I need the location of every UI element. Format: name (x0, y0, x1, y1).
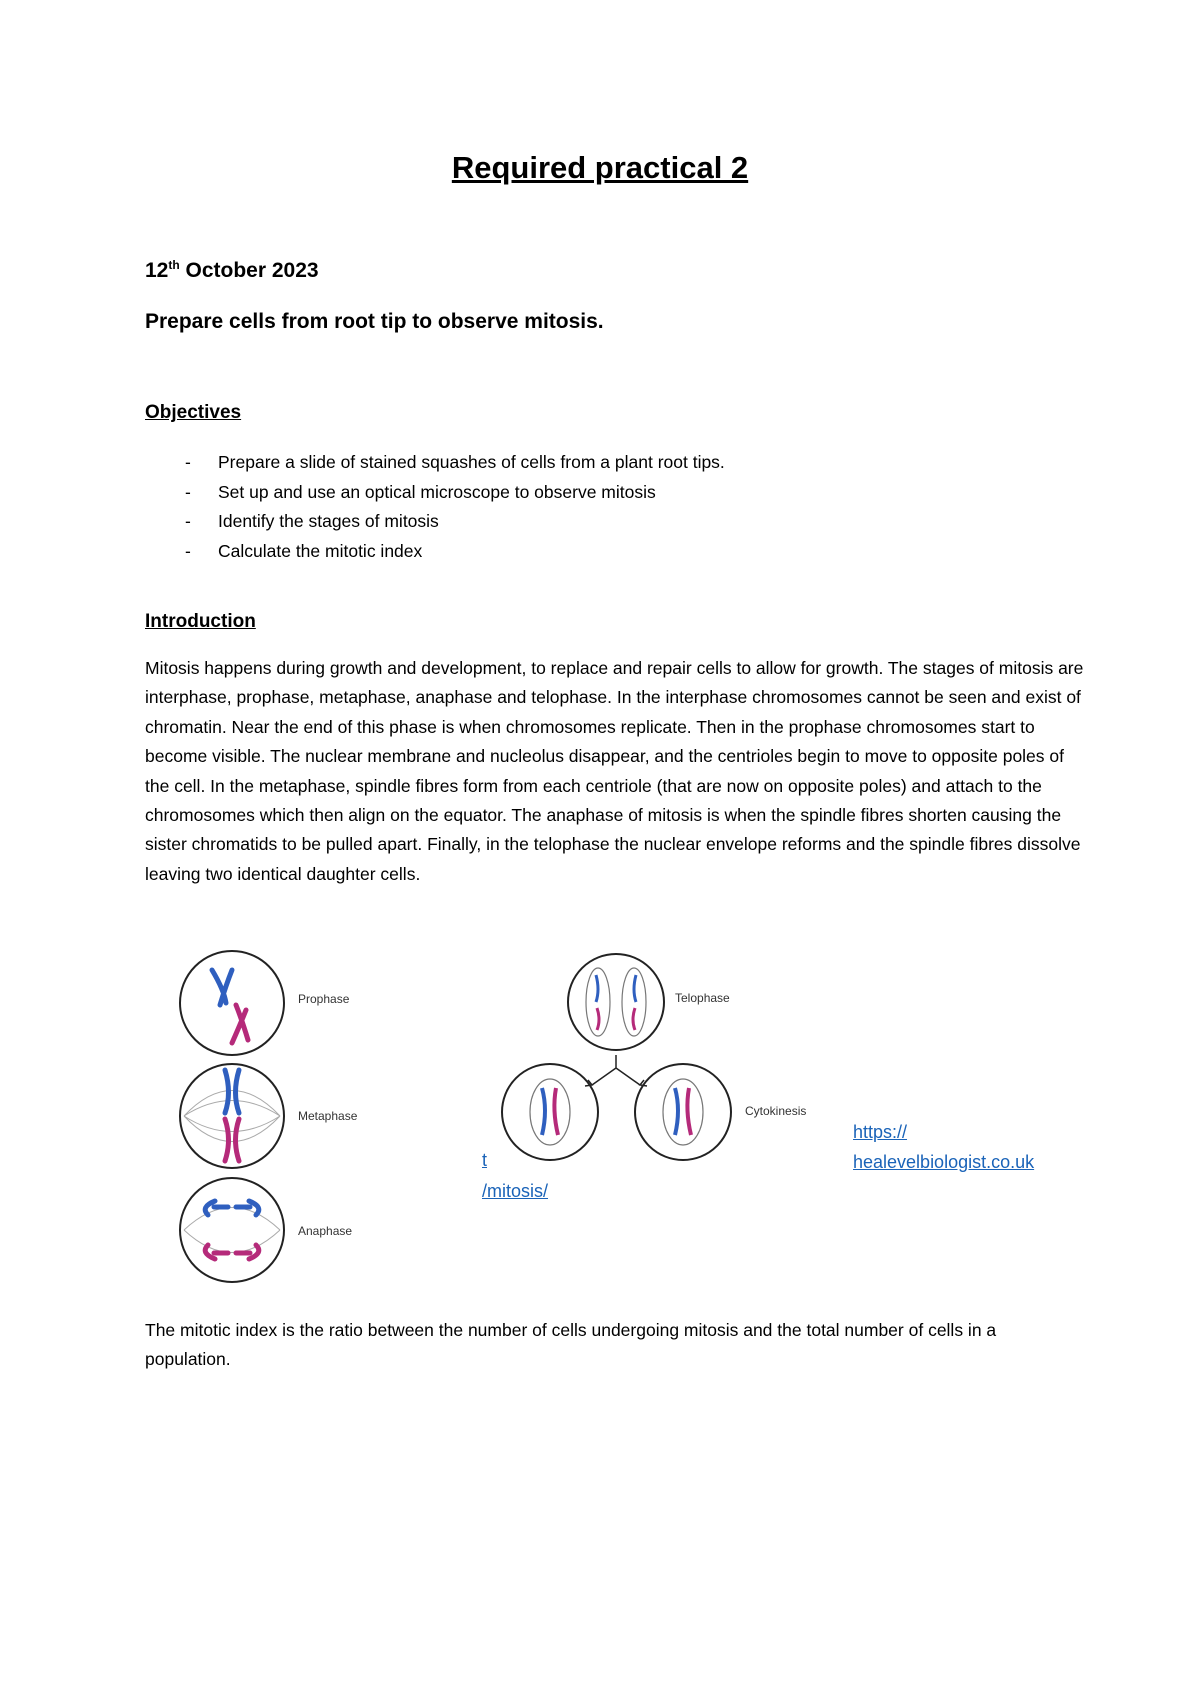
label-prophase: Prophase (298, 992, 350, 1006)
anaphase-cell (180, 1178, 284, 1282)
list-item: - Set up and use an optical microscope to observe mitosis (185, 481, 656, 502)
date-suffix: th (168, 258, 180, 272)
aim: Prepare cells from root tip to observe mitosis. (145, 310, 604, 333)
daughter-cell-right (635, 1064, 731, 1160)
page-title: Required practical 2 (451, 150, 749, 185)
telophase-cell (568, 954, 664, 1050)
date-rest: October 2023 (179, 259, 319, 282)
label-metaphase: Metaphase (298, 1109, 358, 1123)
link-mitosis[interactable]: /mitosis/ (482, 1181, 549, 1201)
link-fragment[interactable]: t (482, 1150, 488, 1170)
label-anaphase: Anaphase (298, 1224, 353, 1238)
objectives-heading: Objectives (145, 402, 242, 423)
mitotic-index-text: The mitotic index is the ratio between the number of cells undergoing mitosis and the total number of cells in a population. (145, 1320, 997, 1370)
date (145, 258, 319, 283)
telophase-cytokinesis-diagram (500, 940, 830, 1170)
prophase-cell (180, 951, 284, 1055)
list-item: - Calculate the mitotic index (185, 540, 423, 561)
objectives-list (185, 448, 725, 566)
introduction-heading: Introduction (145, 611, 256, 632)
introduction-text: Mitosis happens during growth and development, to replace and repair cells to allow for growth. The stages of mitosis are interphase, prophase, metaphase, anaphase and telophase. In the interphase chromosomes cannot be seen and exist of chromatin. Near the end of this phase is when chromosomes replicate. Then in the prophase chromosomes start to become visible. The nuclear membrane and nucleolus disappear, and the centrioles begin to move to opposite poles of the cell. In the metaphase, spindle fibres form from each centriole (that are now on opposite poles) and attach to the chromosomes which then align on the equator. The anaphase of mitosis is when the spindle fibres shorten causing the sister chromatids to be pulled apart. Finally, in the telophase the nuclear envelope reforms and the spindle fibres dissolve leaving two identical daughter cells. (145, 658, 1084, 884)
link-https[interactable]: https:// (853, 1122, 908, 1142)
daughter-cell-left (502, 1064, 598, 1160)
link-site[interactable]: healevelbiologist.co.uk (853, 1152, 1035, 1172)
metaphase-cell (180, 1064, 284, 1168)
label-telophase: Telophase (675, 991, 730, 1005)
mitosis-stages-diagram (170, 945, 410, 1285)
date-day: 12 (145, 259, 169, 282)
division-arrow (592, 1055, 640, 1085)
list-item: - Prepare a slide of stained squashes of cells from a plant root tips. (185, 452, 725, 472)
label-cytokinesis: Cytokinesis (745, 1104, 807, 1118)
list-item: - Identify the stages of mitosis (185, 511, 439, 531)
